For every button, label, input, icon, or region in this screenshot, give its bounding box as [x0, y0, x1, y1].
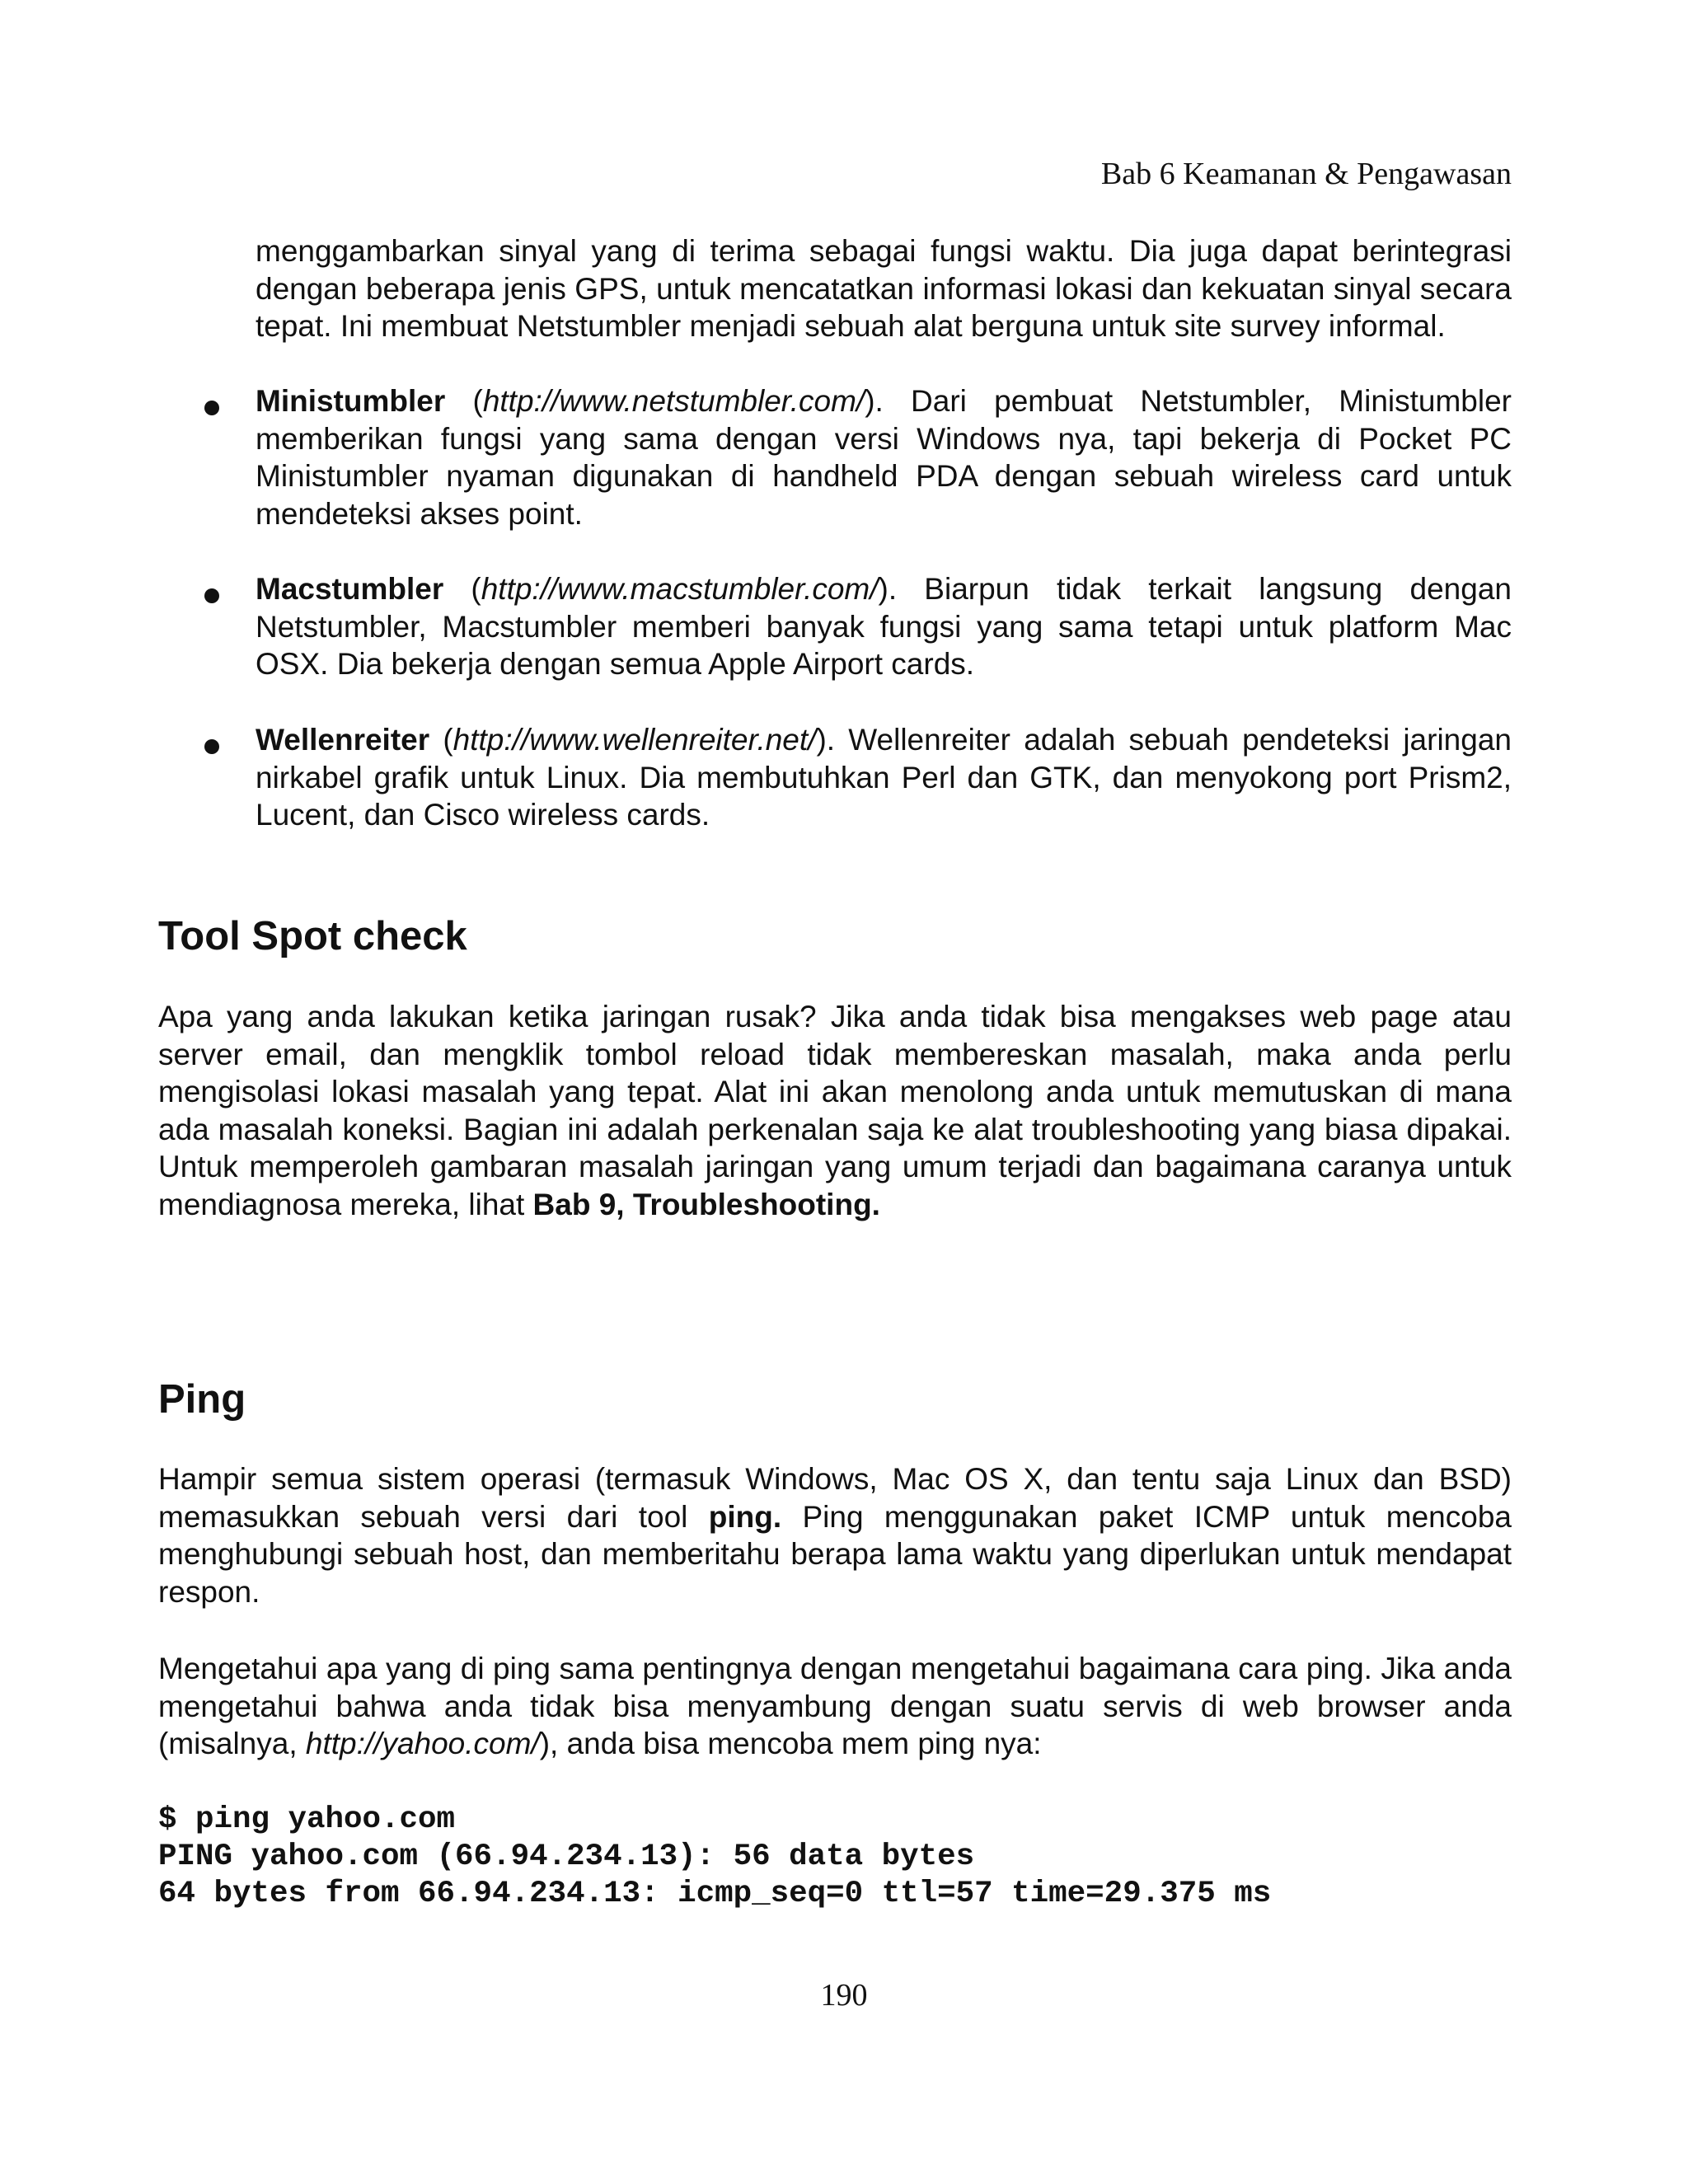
ping-paragraph-2	[158, 1650, 1512, 1763]
continuation-paragraph: menggambarkan sinyal yang di terima sebagai fungsi waktu. Dia juga dapat berintegrasi dengan beberapa jenis GPS, untuk mencatatkan informasi lokasi dan kekuatan sinyal secara tepat. Ini membuat Netstumbler menjadi sebuah alat berguna untuk site survey informal.	[256, 234, 1512, 343]
paren-open: (	[445, 384, 483, 418]
code-line-reply: 64 bytes from 66.94.234.13: icmp_seq=0 ttl=57 time=29.375 ms	[158, 1877, 1272, 1911]
chapter-reference: Bab 9, Troubleshooting.	[532, 1187, 880, 1221]
paren-open: (	[429, 723, 453, 757]
tool-url: http://www.wellenreiter.net/	[452, 723, 817, 757]
tool-description: ). Biarpun tidak terkait langsung dengan Netstumbler, Macstumbler memberi banyak fungsi yang sama tetapi untuk platform Mac OSX. Dia bekerja dengan semua Apple Airport cards.	[256, 572, 1512, 681]
bullet-item-macstumbler	[256, 570, 1512, 683]
paragraph-text: ), anda bisa mencoba mem ping nya:	[539, 1727, 1042, 1760]
tool-name: Ministumbler	[256, 384, 446, 418]
ping-paragraph-1	[158, 1460, 1512, 1610]
page-number: 190	[820, 1978, 868, 2013]
code-line-ping-header: PING yahoo.com (66.94.234.13): 56 data bytes	[158, 1840, 975, 1874]
tool-description: ). Dari pembuat Netstumbler, Ministumbler memberikan fungsi yang sama dengan versi Windows nya, tapi bekerja di Pocket PC Ministumbler nyaman digunakan di handheld PDA dengan sebuah wireless card untuk mendeteksi akses point.	[256, 384, 1512, 531]
running-header: Bab 6 Keamanan & Pengawasan	[1100, 157, 1512, 191]
paragraph-text: Hampir semua sistem operasi (termasuk Windows, Mac OS X, dan tentu saja Linux dan BSD) memasukkan sebuah versi dari tool	[158, 1462, 1512, 1534]
bullet-dot	[204, 739, 219, 754]
bullet-item-ministumbler	[256, 382, 1512, 532]
tool-spot-check-paragraph	[158, 998, 1512, 1223]
tool-url: http://www.macstumbler.com/	[481, 572, 879, 606]
tool-description: ). Wellenreiter adalah sebuah pendeteksi jaringan nirkabel grafik untuk Linux. Dia membutuhkan Perl dan GTK, dan menyokong port Prism2, Lucent, dan Cisco wireless cards.	[256, 723, 1512, 832]
ping-tool-name: ping.	[708, 1499, 782, 1534]
paren-open: (	[443, 572, 481, 606]
bullet-dot	[204, 401, 219, 415]
example-url: http://yahoo.com/	[305, 1727, 540, 1760]
paragraph-text: Mengetahui apa yang di ping sama pentingnya dengan mengetahui bagaimana cara ping. Jika anda mengetahui bahwa anda tidak bisa menyambung dengan suatu servis di web browser anda (misalnya,	[158, 1652, 1512, 1760]
bullet-dot	[204, 588, 219, 603]
section-heading-tool-spot-check: Tool Spot check	[158, 914, 467, 958]
paragraph-text: Apa yang anda lakukan ketika jaringan rusak? Jika anda tidak bisa mengakses web page atau server email, dan mengklik tombol reload tidak membereskan masalah, maka anda perlu mengisolasi lokasi masalah yang tepat. Alat ini akan menolong anda untuk memutuskan di mana ada masalah koneksi. Bagian ini adalah perkenalan saja ke alat troubleshooting yang biasa dipakai. Untuk memperoleh gambaran masalah jaringan yang umum terjadi dan bagaimana caranya untuk mendiagnosa mereka, lihat	[158, 1000, 1512, 1221]
code-line-command: $ ping yahoo.com	[158, 1802, 456, 1837]
tool-url: http://www.netstumbler.com/	[482, 384, 865, 418]
tool-name: Macstumbler	[256, 572, 444, 606]
tool-name: Wellenreiter	[256, 723, 430, 757]
section-heading-ping: Ping	[158, 1377, 246, 1422]
bullet-item-wellenreiter	[256, 721, 1512, 834]
paragraph-text: Ping menggunakan paket ICMP untuk mencoba menghubungi sebuah host, dan memberitahu berapa lama waktu yang diperlukan untuk mendapat respon.	[158, 1499, 1512, 1609]
